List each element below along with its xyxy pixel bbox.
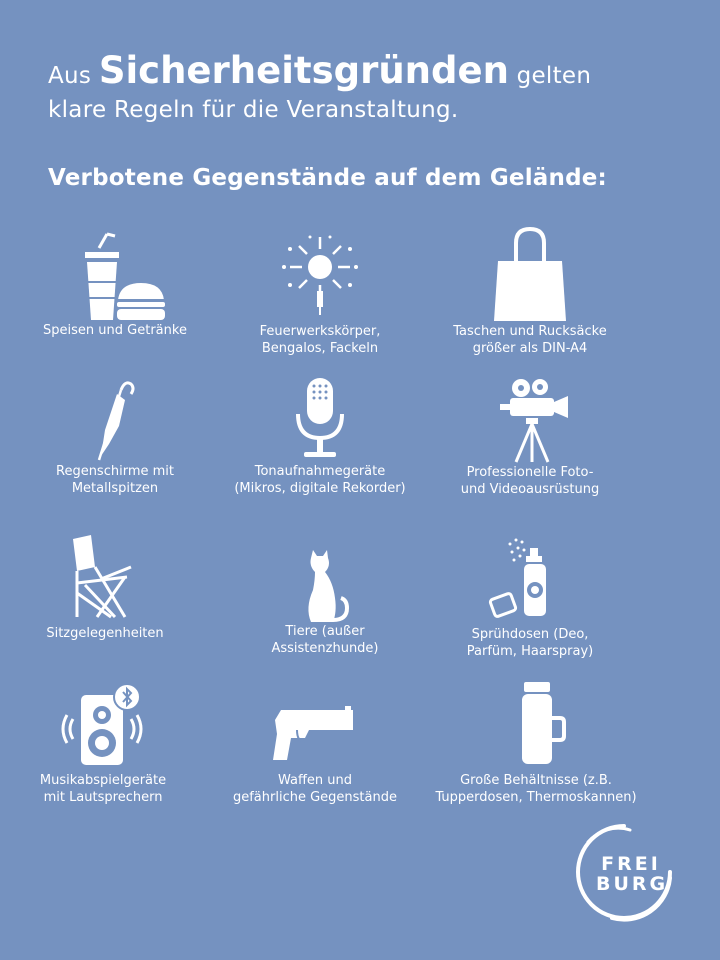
intro-emphasis: Sicherheitsgründen xyxy=(98,49,509,92)
intro-prefix: Aus xyxy=(48,63,92,89)
item-label: Sprühdosen (Deo, Parfüm, Haarspray) xyxy=(466,627,594,659)
speaker-icon xyxy=(0,683,223,783)
item-label: Regenschirme mit Metallspitzen xyxy=(56,464,174,496)
item-label: Waffen und gefährliche Gegenstände xyxy=(232,773,397,805)
intro-line2: klare Regeln für die Veranstaltung. xyxy=(48,97,459,123)
item-label: Speisen und Getränke xyxy=(43,323,187,338)
logo-text-line2: BURG xyxy=(596,873,669,895)
tote-bag-icon xyxy=(410,225,650,325)
item-label: Tonaufnahmegeräte (Mikros, digitale Rekorder) xyxy=(234,464,406,496)
item-label: Große Behältnisse (z.B. Tupperdosen, Thermoskannen) xyxy=(435,773,637,805)
spray-can-icon xyxy=(410,538,650,638)
item-label: Musikabspielgeräte mit Lautsprechern xyxy=(39,773,167,805)
item-label: Tiere (außer Assistenzhunde) xyxy=(271,624,379,656)
item-label: Taschen und Rucksäcke größer als DIN-A4 xyxy=(453,324,607,356)
item-label: Professionelle Foto- und Videoausrüstung xyxy=(460,465,600,497)
video-camera-icon xyxy=(410,378,650,478)
intro-suffix: gelten xyxy=(516,63,592,89)
item-label: Sitzgelegenheiten xyxy=(46,626,164,641)
item-label: Feuerwerkskörper, Bengalos, Fackeln xyxy=(259,324,381,356)
firework-icon xyxy=(200,235,440,335)
thermos-icon xyxy=(416,678,656,778)
logo-text-line1: FREI xyxy=(601,853,661,875)
prohibited-items-heading: Verbotene Gegenstände auf dem Gelände: xyxy=(48,165,607,191)
folding-chair-icon xyxy=(0,533,225,633)
